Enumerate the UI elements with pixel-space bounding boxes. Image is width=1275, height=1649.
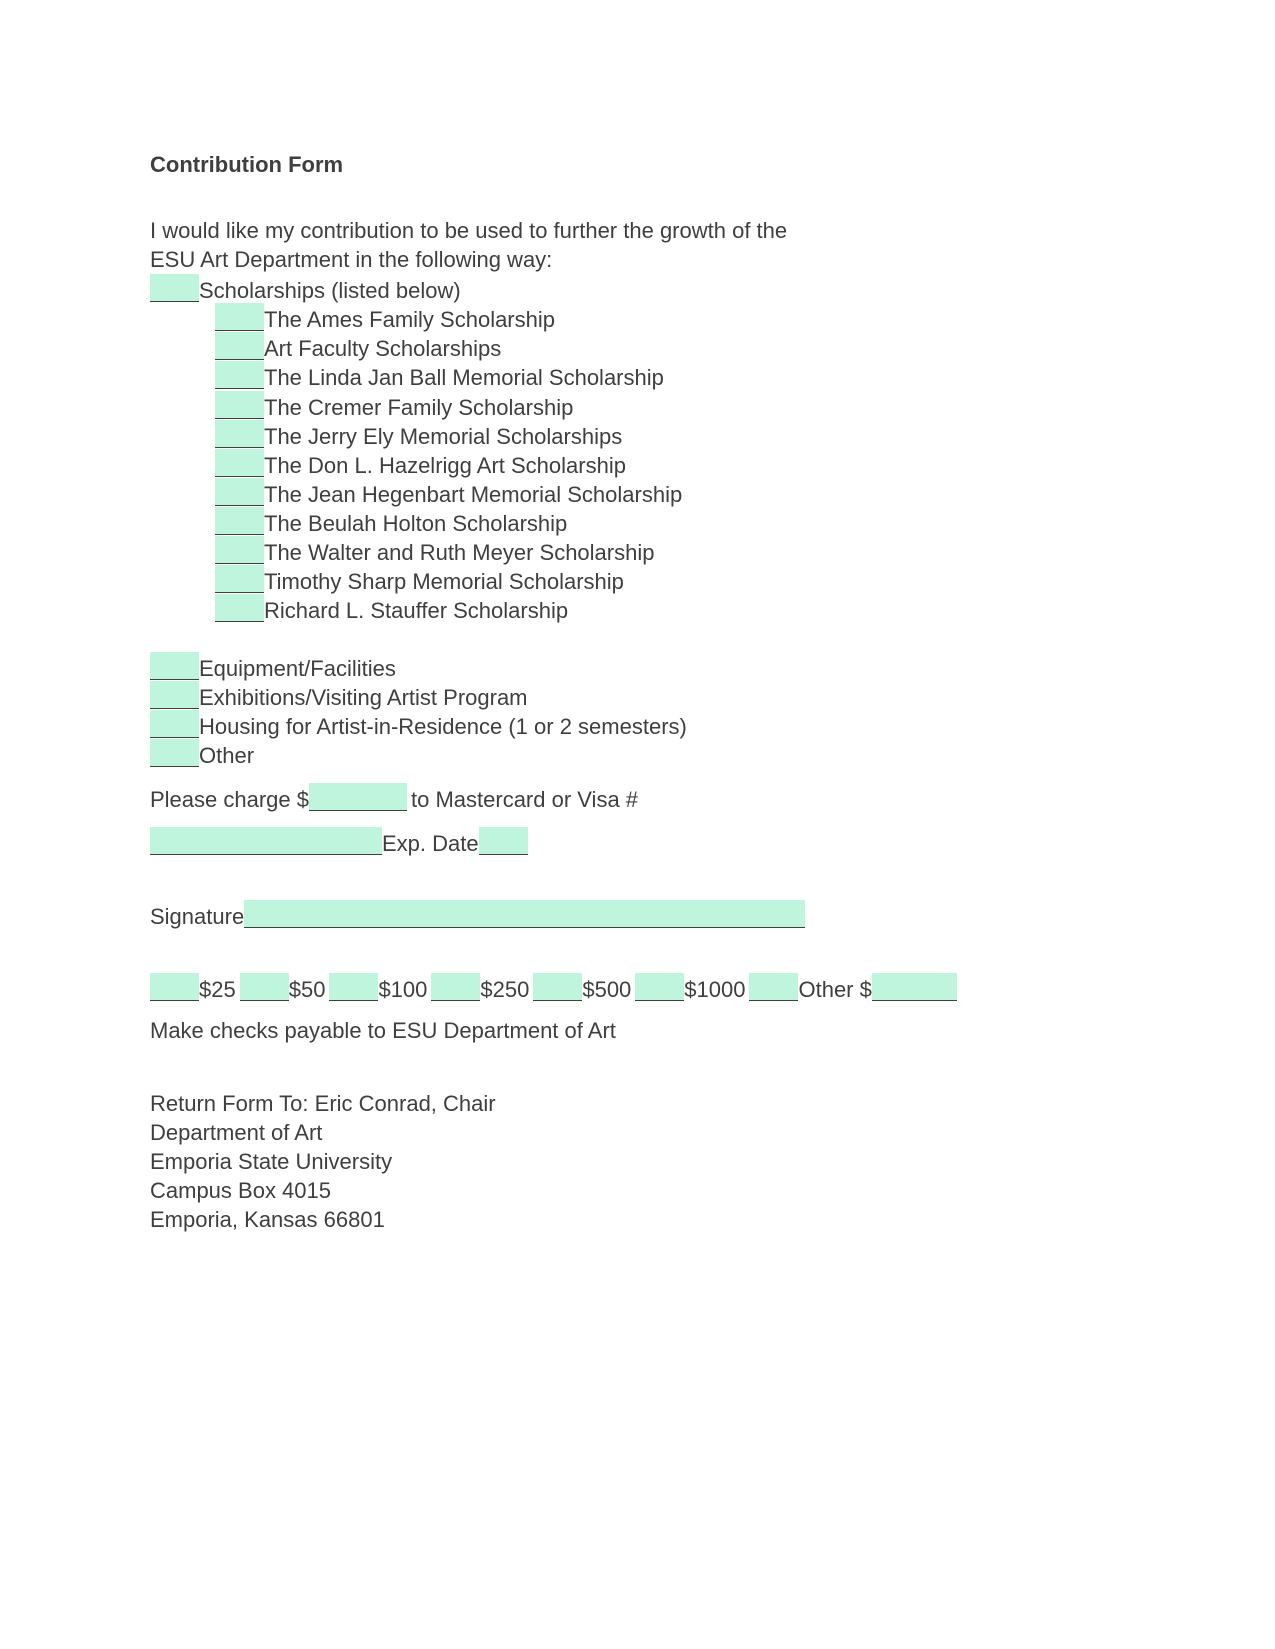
option-other (150, 739, 254, 771)
card-line (150, 827, 528, 859)
scholarship-item (215, 391, 573, 423)
amount-1000-label: $1000 (684, 977, 746, 1002)
amount-500-label: $500 (582, 977, 632, 1002)
scholarship-label: The Ames Family Scholarship (264, 307, 555, 332)
amount-250-label: $250 (480, 977, 530, 1002)
contribution-form-page (150, 0, 1150, 1649)
return-address-line (150, 1147, 392, 1177)
scholarship-label: The Don L. Hazelrigg Art Scholarship (264, 453, 626, 478)
charge-amount-field[interactable] (309, 783, 407, 811)
return-to-text: Return Form To: Eric Conrad, Chair (150, 1091, 496, 1116)
scholarship-item (215, 478, 682, 510)
charge-suffix: to Mastercard or Visa # (411, 787, 639, 812)
checks-payable-text: Make checks payable to ESU Department of Art (150, 1018, 616, 1043)
scholarship-label: Art Faculty Scholarships (264, 336, 502, 361)
scholarship-field[interactable] (215, 361, 264, 389)
charge-line (150, 783, 638, 815)
scholarship-label: The Beulah Holton Scholarship (264, 511, 568, 536)
exp-date-field[interactable] (479, 827, 528, 855)
scholarship-label: The Cremer Family Scholarship (264, 395, 574, 420)
other-option-field[interactable] (150, 739, 199, 767)
amount-1000-field[interactable] (635, 973, 684, 1001)
option-equipment (150, 652, 396, 684)
exp-date-label: Exp. Date (382, 831, 479, 856)
housing-label: Housing for Artist-in-Residence (1 or 2 semesters) (199, 714, 687, 739)
scholarship-field[interactable] (215, 594, 264, 622)
scholarship-field[interactable] (215, 507, 264, 535)
return-address-line (150, 1205, 385, 1235)
scholarship-item (215, 536, 654, 568)
scholarship-item (215, 332, 501, 364)
amount-100-field[interactable] (329, 973, 378, 1001)
scholarship-label: The Walter and Ruth Meyer Scholarship (264, 540, 655, 565)
intro-line-2 (150, 245, 552, 275)
option-exhibitions (150, 681, 528, 713)
scholarship-item (215, 361, 664, 393)
scholarship-field[interactable] (215, 449, 264, 477)
intro-line-1 (150, 216, 787, 246)
scholarship-item (215, 449, 626, 481)
scholarship-field[interactable] (215, 420, 264, 448)
scholarship-field[interactable] (215, 565, 264, 593)
form-title: Contribution Form (150, 152, 344, 177)
charge-prefix: Please charge $ (150, 787, 309, 812)
scholarship-field[interactable] (215, 391, 264, 419)
card-number-field[interactable] (150, 827, 382, 855)
scholarship-item (215, 565, 624, 597)
amount-250-field[interactable] (431, 973, 480, 1001)
amount-25-label: $25 (199, 977, 236, 1002)
return-city-text: Emporia, Kansas 66801 (150, 1207, 385, 1232)
signature-field[interactable] (244, 900, 805, 928)
amount-100-label: $100 (378, 977, 428, 1002)
equipment-label: Equipment/Facilities (199, 656, 396, 681)
housing-field[interactable] (150, 710, 199, 738)
intro-text-1: I would like my contribution to be used to further the growth of the (150, 218, 788, 243)
scholarship-label: Richard L. Stauffer Scholarship (264, 598, 569, 623)
amount-other-value-field[interactable] (872, 973, 957, 1001)
option-scholarships (150, 274, 461, 306)
amount-50-field[interactable] (240, 973, 289, 1001)
intro-text-2: ESU Art Department in the following way: (150, 247, 553, 272)
equipment-field[interactable] (150, 652, 199, 680)
scholarship-label: The Jerry Ely Memorial Scholarships (264, 424, 623, 449)
other-option-label: Other (199, 743, 255, 768)
amount-500-field[interactable] (533, 973, 582, 1001)
exhibitions-field[interactable] (150, 681, 199, 709)
scholarship-item (215, 507, 567, 539)
return-address-line (150, 1176, 331, 1206)
scholarship-field[interactable] (215, 536, 264, 564)
amount-options (150, 973, 957, 1005)
signature-line (150, 900, 805, 932)
amount-25-field[interactable] (150, 973, 199, 1001)
return-address-line (150, 1118, 322, 1148)
return-address-line (150, 1089, 496, 1119)
scholarship-field[interactable] (215, 332, 264, 360)
scholarship-item (215, 420, 622, 452)
scholarship-label: The Linda Jan Ball Memorial Scholarship (264, 365, 664, 390)
return-university-text: Emporia State University (150, 1149, 393, 1174)
option-housing (150, 710, 687, 742)
amount-other-field[interactable] (749, 973, 798, 1001)
scholarship-field[interactable] (215, 303, 264, 331)
exhibitions-label: Exhibitions/Visiting Artist Program (199, 685, 528, 710)
scholarship-label: The Jean Hegenbart Memorial Scholarship (264, 482, 683, 507)
return-box-text: Campus Box 4015 (150, 1178, 331, 1203)
checks-payable-line (150, 1016, 616, 1046)
amount-50-label: $50 (288, 977, 326, 1002)
amount-other-label: Other $ (798, 977, 872, 1002)
scholarship-field[interactable] (215, 478, 264, 506)
scholarship-item (215, 594, 568, 626)
scholarship-item (215, 303, 555, 335)
return-department-text: Department of Art (150, 1120, 323, 1145)
signature-label: Signature (150, 904, 245, 929)
scholarships-label: Scholarships (listed below) (199, 278, 461, 303)
scholarship-label: Timothy Sharp Memorial Scholarship (264, 569, 624, 594)
scholarships-checkbox-field[interactable] (150, 274, 199, 302)
